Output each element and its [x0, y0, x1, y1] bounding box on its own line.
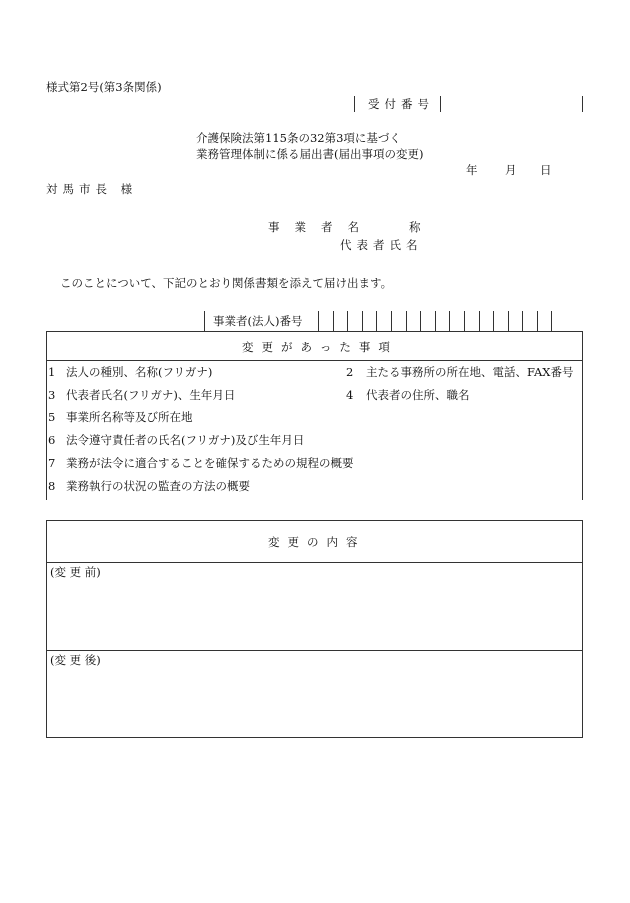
- operator-name-label: 事業者名: [268, 220, 374, 234]
- digit-cell: [493, 311, 508, 331]
- operator-name-label-suffix: 称: [409, 220, 421, 234]
- corp-number-label: 事業者(法人)番号: [213, 314, 303, 328]
- item-text: 主たる事務所の所在地、電話、FAX番号: [366, 365, 574, 379]
- changes-header: 変更があった事項: [242, 340, 398, 354]
- item-number: 2: [346, 365, 354, 379]
- change-content-box: [46, 520, 583, 738]
- receipt-number-label: 受付番号: [368, 97, 434, 111]
- receipt-box-left-border: [354, 96, 355, 112]
- changes-header-divider: [46, 360, 583, 361]
- item-text: 代表者氏名(フリガナ)、生年月日: [66, 388, 236, 402]
- document-title-line2: 業務管理体制に係る届出書(届出事項の変更): [196, 147, 424, 161]
- receipt-box-right-border: [582, 96, 583, 112]
- item-text: 業務が法令に適合することを確保するための規程の概要: [66, 456, 354, 470]
- document-title-line1: 介護保険法第115条の32第3項に基づく: [196, 131, 401, 145]
- digit-cell: [391, 311, 406, 331]
- item-text: 代表者の住所、職名: [366, 388, 470, 402]
- content-header: 変更の内容: [268, 535, 366, 549]
- before-label: (変 更 前): [50, 565, 101, 579]
- form-number: 様式第2号(第3条関係): [46, 80, 162, 94]
- item-number: 3: [48, 388, 56, 402]
- content-header-divider: [46, 562, 583, 563]
- digit-cell: [420, 311, 435, 331]
- digit-cell: [362, 311, 377, 331]
- receipt-box-divider: [440, 96, 441, 112]
- item-text: 法令遵守責任者の氏名(フリガナ)及び生年月日: [66, 433, 305, 447]
- digit-cell: [435, 311, 450, 331]
- corp-number-digit-cells: [318, 311, 552, 331]
- date-day: 日: [540, 163, 552, 177]
- representative-name-label: 代表者氏名: [340, 238, 423, 252]
- digit-cell: [522, 311, 537, 331]
- before-after-divider: [46, 650, 583, 651]
- item-number: 8: [48, 479, 56, 493]
- item-text: 法人の種別、名称(フリガナ): [66, 365, 213, 379]
- digit-cell: [347, 311, 362, 331]
- digit-cell: [508, 311, 523, 331]
- changes-table-right-border: [582, 331, 583, 500]
- item-text: 事業所名称等及び所在地: [66, 410, 193, 424]
- after-label: (変 更 後): [50, 653, 101, 667]
- digit-cell: [449, 311, 464, 331]
- declaration-statement: このことについて、下記のとおり関係書類を添えて届け出ます。: [60, 276, 393, 290]
- digit-cell: [333, 311, 348, 331]
- digit-cell: [537, 311, 552, 331]
- changes-table-left-border: [46, 331, 47, 500]
- item-number: 1: [48, 365, 56, 379]
- digit-cell: [464, 311, 479, 331]
- item-number: 7: [48, 456, 56, 470]
- digit-cell: [318, 311, 333, 331]
- corp-number-left-border: [204, 311, 205, 331]
- digit-cell: [479, 311, 494, 331]
- addressee: 対馬市長 様: [46, 182, 138, 196]
- date-month: 月: [505, 163, 517, 177]
- item-number: 6: [48, 433, 56, 447]
- changes-table-top-border: [46, 331, 583, 332]
- item-number: 4: [346, 388, 354, 402]
- digit-cell: [406, 311, 421, 331]
- item-text: 業務執行の状況の監査の方法の概要: [66, 479, 250, 493]
- item-number: 5: [48, 410, 56, 424]
- date-year: 年: [466, 163, 478, 177]
- digit-cell: [376, 311, 391, 331]
